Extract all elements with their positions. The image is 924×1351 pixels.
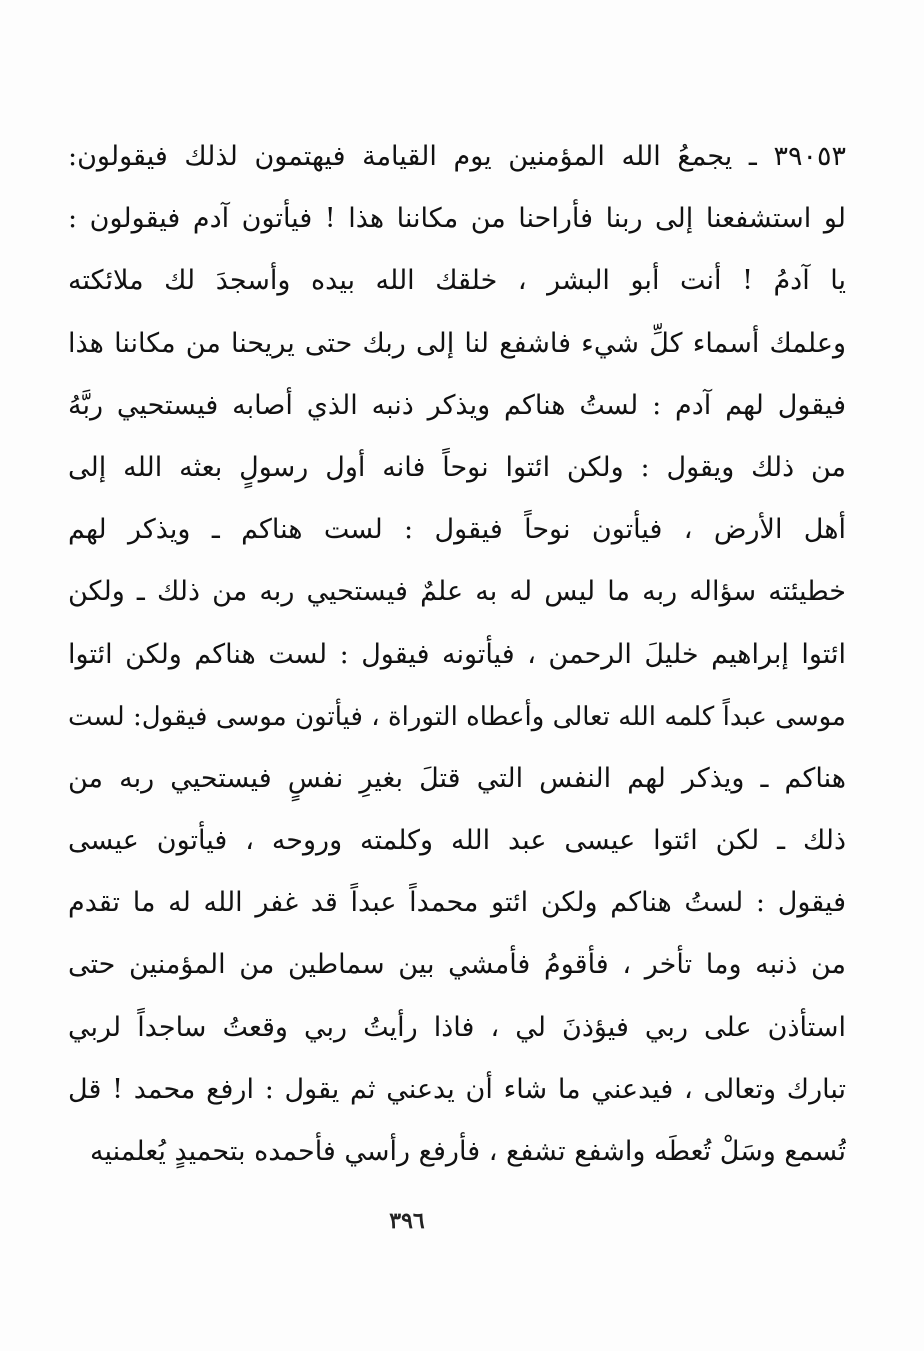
text-line: من ذلك ويقول : ولكن ائتوا نوحاً فانه أول رسولٍ بعثه الله إلى	[68, 451, 846, 483]
text-line: من ذنبه وما تأخر ، فأقومُ فأمشي بين سماطين من المؤمنين حتى	[68, 949, 846, 981]
text-line: موسى عبداً كلمه الله تعالى وأعطاه التوراة ، فيأتون موسى فيقول: لست	[68, 701, 846, 732]
text-line: فيقول : لستُ هناكم ولكن ائتو محمداً عبداً قد غفر الله له ما تقدم	[68, 887, 846, 919]
text-line: وعلمك أسماء كلِّ شيء فاشفع لنا إلى ربك حتى يريحنا من مكاننا هذا	[68, 327, 846, 359]
text-line: يا آدمُ ! أنت أبو البشر ، خلقك الله بيده وأسجدَ لك ملائكته	[68, 265, 846, 297]
text-line: تُسمع وسَلْ تُعطَه واشفع تشفع ، فأرفع رأسي فأحمده بتحميدٍ يُعلمنيه	[90, 1136, 846, 1167]
text-line: هناكم ـ ويذكر لهم النفس التي قتلَ بغيرِ نفسٍ فيستحيي ربه من	[68, 762, 846, 794]
text-line: خطيئته سؤاله ربه ما ليس له به علمٌ فيستحيي ربه من ذلك ـ ولكن	[68, 576, 846, 608]
text-line: ذلك ـ لكن ائتوا عيسى عبد الله وكلمته وروحه ، فيأتون عيسى	[68, 825, 846, 857]
text-line: لو استشفعنا إلى ربنا فأراحنا من مكاننا هذا ! فيأتون آدم فيقولون :	[68, 203, 846, 235]
text-line: فيقول لهم آدم : لستُ هناكم ويذكر ذنبه الذي أصابه فيستحيي ربَّهُ	[68, 389, 846, 421]
text-line: أهل الأرض ، فيأتون نوحاً فيقول : لست هناكم ـ ويذكر لهم	[68, 514, 846, 546]
text-line: ٣٩٠٥٣ ـ يجمعُ الله المؤمنين يوم القيامة فيهتمون لذلك فيقولون:	[68, 141, 846, 172]
text-line: تبارك وتعالى ، فيدعني ما شاء أن يدعني ثم يقول : ارفع محمد ! قل	[68, 1073, 846, 1105]
hadith-text-block	[68, 126, 846, 1183]
text-line: ائتوا إبراهيم خليلَ الرحمن ، فيأتونه فيقول : لست هناكم ولكن ائتوا	[68, 638, 846, 670]
page-number: ٣٩٦	[389, 1208, 425, 1234]
text-line: استأذن على ربي فيؤذنَ لي ، فاذا رأيتُ ربي وقعتُ ساجداً لربي	[68, 1011, 846, 1043]
